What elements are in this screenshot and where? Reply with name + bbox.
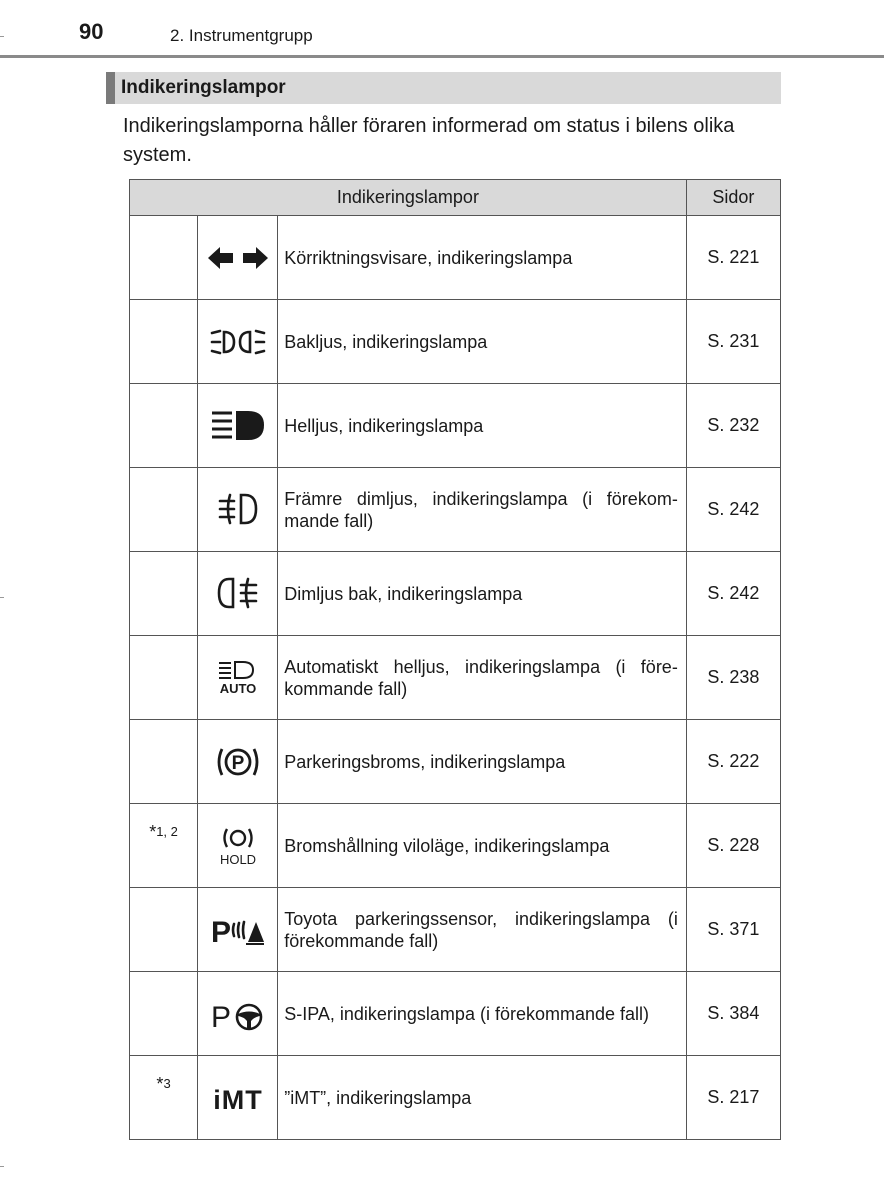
- high-beam-icon: [210, 409, 266, 443]
- icon-cell: [198, 300, 278, 384]
- footnote-ref: 1, 2: [156, 824, 178, 839]
- table-row: [130, 636, 781, 720]
- page-ref-cell: S. 242: [686, 468, 780, 552]
- description-cell: Parkeringsbroms, indikeringslampa: [278, 720, 687, 804]
- table-row: [130, 300, 781, 384]
- front-fog-light-icon: [217, 492, 259, 528]
- section-header: [106, 72, 781, 104]
- page-ref-cell: S. 232: [686, 384, 780, 468]
- table-row: [130, 720, 781, 804]
- table-row: [130, 384, 781, 468]
- brake-hold-icon: [215, 826, 261, 866]
- icon-cell: [198, 1056, 278, 1140]
- s-ipa-icon: [210, 996, 266, 1032]
- page-ref-cell: S. 384: [686, 972, 780, 1056]
- note-cell: [130, 300, 198, 384]
- page-ref-cell: S. 238: [686, 636, 780, 720]
- footnote-asterisk: *: [149, 822, 157, 842]
- description-cell: S-IPA, indikeringslampa (i förekommande fall): [278, 972, 687, 1056]
- note-cell: [130, 888, 198, 972]
- note-cell: [130, 1056, 198, 1140]
- page-ref-cell: S. 222: [686, 720, 780, 804]
- rear-fog-light-icon: [217, 576, 259, 612]
- page-ref-cell: S. 242: [686, 552, 780, 636]
- icon-cell: [198, 552, 278, 636]
- icon-cell: [198, 804, 278, 888]
- icon-cell: [198, 888, 278, 972]
- description-cell: Körriktningsvisare, indikeringslampa: [278, 216, 687, 300]
- description-cell: Främre dimljus, indikeringslampa (i förekom-mande fall): [278, 468, 687, 552]
- crop-mark: [0, 36, 4, 37]
- description-cell: Dimljus bak, indikeringslampa: [278, 552, 687, 636]
- icon-cell: [198, 216, 278, 300]
- description-cell: Automatiskt helljus, indikeringslampa (i före-kommande fall): [278, 636, 687, 720]
- note-cell: [130, 384, 198, 468]
- parking-brake-icon: [215, 744, 261, 780]
- table-header-row: [130, 180, 781, 216]
- page-ref-cell: S. 371: [686, 888, 780, 972]
- table-row: [130, 972, 781, 1056]
- table-row: [130, 888, 781, 972]
- note-cell: [130, 804, 198, 888]
- crop-mark: [0, 1166, 4, 1167]
- page-number: 90: [79, 19, 104, 44]
- indicator-table: [129, 179, 781, 1140]
- auto-high-beam-icon: [215, 660, 261, 696]
- page-ref-cell: S. 221: [686, 216, 780, 300]
- crop-mark: [0, 597, 4, 598]
- s-ipa-p-glyph: P: [210, 1000, 231, 1032]
- note-cell: [130, 216, 198, 300]
- note-cell: [130, 720, 198, 804]
- turn-signal-icon: [207, 245, 269, 271]
- page-ref-cell: S. 217: [686, 1056, 780, 1140]
- description-cell: ”iMT”, indikeringslampa: [278, 1056, 687, 1140]
- description-cell: Toyota parkeringssensor, indikeringslampa (i förekommande fall): [278, 888, 687, 972]
- icon-cell: [198, 384, 278, 468]
- auto-label: AUTO: [219, 680, 256, 696]
- page-ref-cell: S. 231: [686, 300, 780, 384]
- note-cell: [130, 636, 198, 720]
- icon-cell: [198, 720, 278, 804]
- intro-paragraph: Indikeringslamporna håller föraren informerad om status i bilens olika system.: [123, 115, 735, 166]
- imt-icon: [208, 1083, 268, 1113]
- header-lamps: Indikeringslampor: [130, 180, 687, 216]
- hold-label: HOLD: [219, 851, 256, 866]
- description-cell: Bromshållning viloläge, indikeringslampa: [278, 804, 687, 888]
- icon-cell: [198, 972, 278, 1056]
- table-row: [130, 468, 781, 552]
- description-cell: Helljus, indikeringslampa: [278, 384, 687, 468]
- header-rule: [0, 55, 884, 58]
- chapter-title: 2. Instrumentgrupp: [170, 26, 313, 45]
- imt-label: iMT: [212, 1084, 263, 1113]
- note-cell: [130, 468, 198, 552]
- parking-p-glyph: P: [231, 752, 244, 774]
- table-row: [130, 552, 781, 636]
- page-ref-cell: S. 228: [686, 804, 780, 888]
- footnote-ref: 3: [163, 1076, 171, 1091]
- icon-cell: [198, 636, 278, 720]
- sensor-p-glyph: P: [210, 915, 231, 948]
- icon-cell: [198, 468, 278, 552]
- table-row: [130, 216, 781, 300]
- note-cell: [130, 552, 198, 636]
- section-title: Indikeringslampor: [121, 77, 286, 98]
- table-row: [130, 1056, 781, 1140]
- parking-sensor-icon: [210, 912, 266, 948]
- description-cell: Bakljus, indikeringslampa: [278, 300, 687, 384]
- table-row: [130, 804, 781, 888]
- header-pages: Sidor: [686, 180, 780, 216]
- tail-light-icon: [210, 328, 266, 356]
- note-cell: [130, 972, 198, 1056]
- footnote-asterisk: *: [156, 1074, 164, 1094]
